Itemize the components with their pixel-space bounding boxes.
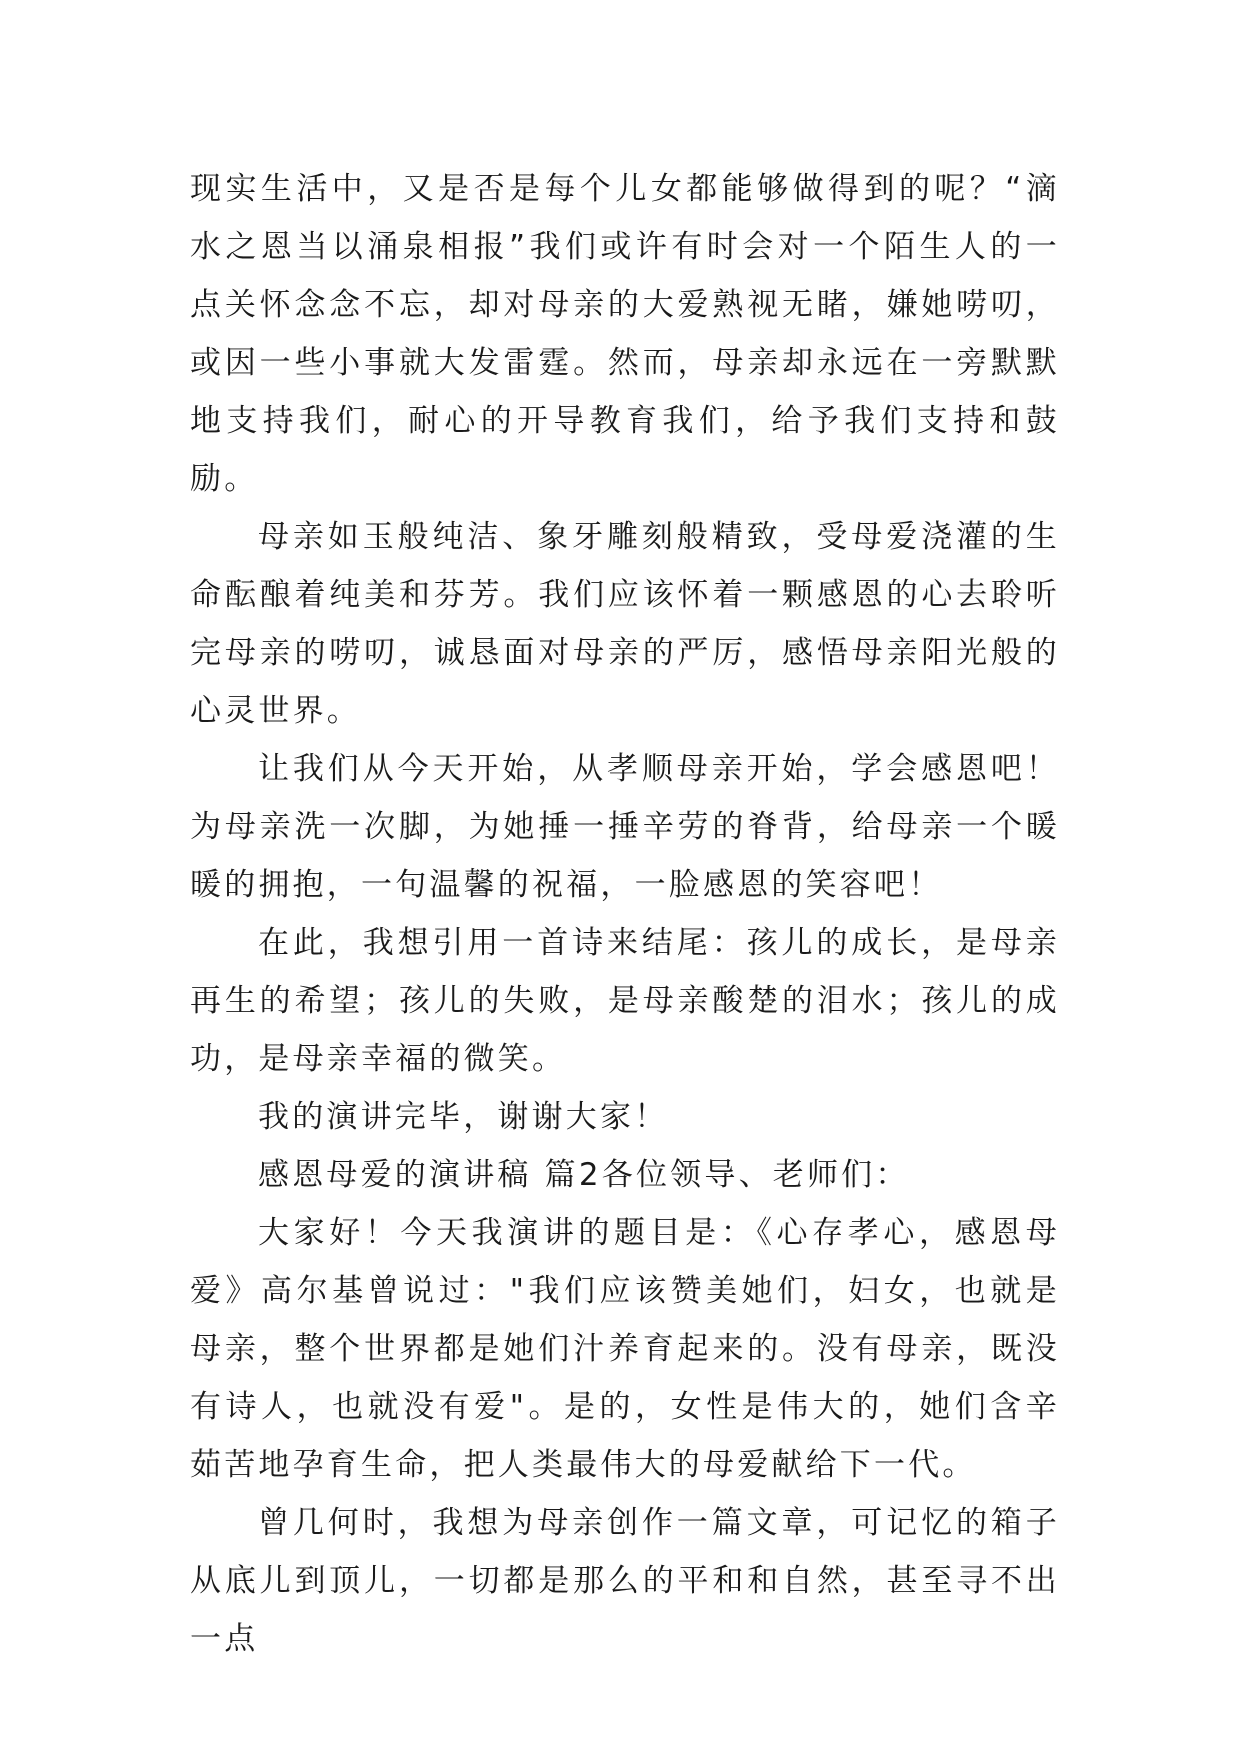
paragraph-2: 母亲如玉般纯洁、象牙雕刻般精致，受母爱浇灌的生命酝酿着纯美和芬芳。我们应该怀着一颗感恩的心去聆听完母亲的唠叨，诚恳面对母亲的严厉，感悟母亲阳光般的心灵世界。 bbox=[190, 519, 1060, 729]
paragraph-1: 现实生活中，又是否是每个儿女都能够做得到的呢？“滴水之恩当以涌泉相报”我们或许有时会对一个陌生人的一点关怀念念不忘，却对母亲的大爱熟视无睹，嫌她唠叨，或因一些小事就大发雷霆。然而，母亲却永远在一旁默默地支持我们，耐心的开导教育我们，给予我们支持和鼓励。 bbox=[190, 171, 1060, 497]
paragraph-3: 让我们从今天开始，从孝顺母亲开始，学会感恩吧！为母亲洗一次脚，为她捶一捶辛劳的脊背，给母亲一个暖暖的拥抱，一句温馨的祝福，一脸感恩的笑容吧！ bbox=[190, 751, 1060, 903]
paragraph-6-section-heading: 感恩母爱的演讲稿 篇2各位领导、老师们： bbox=[258, 1157, 910, 1193]
paragraph-7: 大家好！今天我演讲的题目是：《心存孝心，感恩母爱》高尔基曾说过："我们应该赞美她们，妇女，也就是母亲，整个世界都是她们汁养育起来的。没有母亲，既没有诗人，也就没有爱"。是的，女性是伟大的，她们含辛茹苦地孕育生命，把人类最伟大的母爱献给下一代。 bbox=[190, 1215, 1060, 1483]
paragraph-8: 曾几何时，我想为母亲创作一篇文章，可记忆的箱子从底儿到顶儿，一切都是那么的平和和自然，甚至寻不出一点 bbox=[190, 1505, 1060, 1657]
document-body bbox=[190, 160, 1060, 1668]
paragraph-4: 在此，我想引用一首诗来结尾：孩儿的成长，是母亲再生的希望；孩儿的失败，是母亲酸楚的泪水；孩儿的成功，是母亲幸福的微笑。 bbox=[190, 925, 1060, 1077]
paragraph-5: 我的演讲完毕，谢谢大家！ bbox=[258, 1099, 669, 1135]
